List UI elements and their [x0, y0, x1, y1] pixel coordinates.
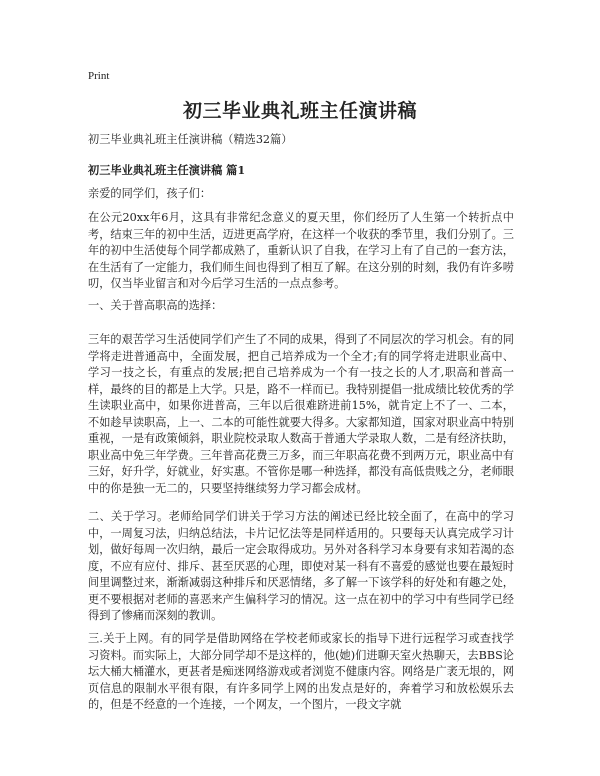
- document-title: 初三毕业典礼班主任演讲稿: [182, 100, 417, 122]
- greeting-line: 亲爱的同学们，孩子们：: [88, 187, 212, 200]
- paragraph-heading: 一、关于普高职高的选择：: [88, 299, 223, 312]
- paragraph: 三.关于上网。有的同学是借助网络在学校老师或家长的指导下进行远程学习或查找学习资料。而实际上，大部分同学却不是这样的，他(她)们进聊天室火热聊天，去BBS论坛大桶大桶灌水，更甚者是痴迷网络游戏或者浏览不健康内容。网络是广袤无垠的，网页信息的限制水平很有限，有许多同学上网的出发点是好的，奔着学习和放松娱乐去的，但是不经意的一个连接，一个网友，一个图片，一段文字就: [88, 632, 514, 711]
- paragraph: 二、关于学习。老师给同学们讲关于学习方法的阐述已经比较全面了，在高中的学习中，一周复习法，归纳总结法，卡片记忆法等是同样适用的。只要每天认真完成学习计划，做好每周一次归纳，最后一定会取得成功。另外对各科学习本身要有求知若渴的态度，不应有应付、排斥、甚至厌恶的心理，即使对某一科有不喜爱的感觉也要在最短时间里调整过来，渐渐减弱这种排斥和厌恶情绪，多了解一下该学科的好处和有趣之处，更不要根据对老师的喜恶来产生偏科学习的情况。这一点在初中的学习中有些同学已经得到了惨痛而深刻的教训。: [88, 510, 514, 622]
- paragraph: 在公元20xx年6月，这具有非常纪念意义的夏天里，你们经历了人生第一个转折点中考，结束三年的初中生活，迈进更高学府，在这样一个收获的季节里，我们分别了。三年的初中生活使每个同学都成熟了，重新认识了自我，在学习上有了自己的一套方法，在生活有了一定能力，我们师生间也得到了相互了解。在这分别的时刻，我仍有许多唠叨，仅当毕业留言和对今后学习生活的一点点参考。: [88, 211, 514, 290]
- print-link[interactable]: Print: [88, 70, 110, 82]
- document-subtitle: 初三毕业典礼班主任演讲稿（精选32篇）: [88, 133, 293, 146]
- section-heading: 初三毕业典礼班主任演讲稿 篇1: [88, 163, 246, 177]
- paragraph: 三年的艰苦学习生活使同学们产生了不同的成果，得到了不同层次的学习机会。有的同学将走进普通高中，全面发展，把自己培养成为一个全才;有的同学将走进职业高中、学习一技之长，有重点的发展;把自己培养成为一个有一技之长的人才,职高和普高一样，最终的目的都是上大学。只是，路不一样而已。我特别提倡一批成绩比较优秀的学生读职业高中，如果你进普高，三年以后很难跻进前15%，就肯定上不了一、二本，不如趁早读职高，上一、二本的可能性就要大得多。大家都知道，国家对职业高中特别重视，一是有政策倾斜，职业院校录取人数高于普通大学录取人数，二是有经济扶助，职业高中免三年学费。三年普高花费三万多，而三年职高花费不到两万元，职业高中有三好，好升学，好就业，好实惠。不管你是哪一种选择，都没有高低贵贱之分，老师眼中的你是独一无二的，只要坚持继续努力学习都会成材。: [88, 333, 514, 495]
